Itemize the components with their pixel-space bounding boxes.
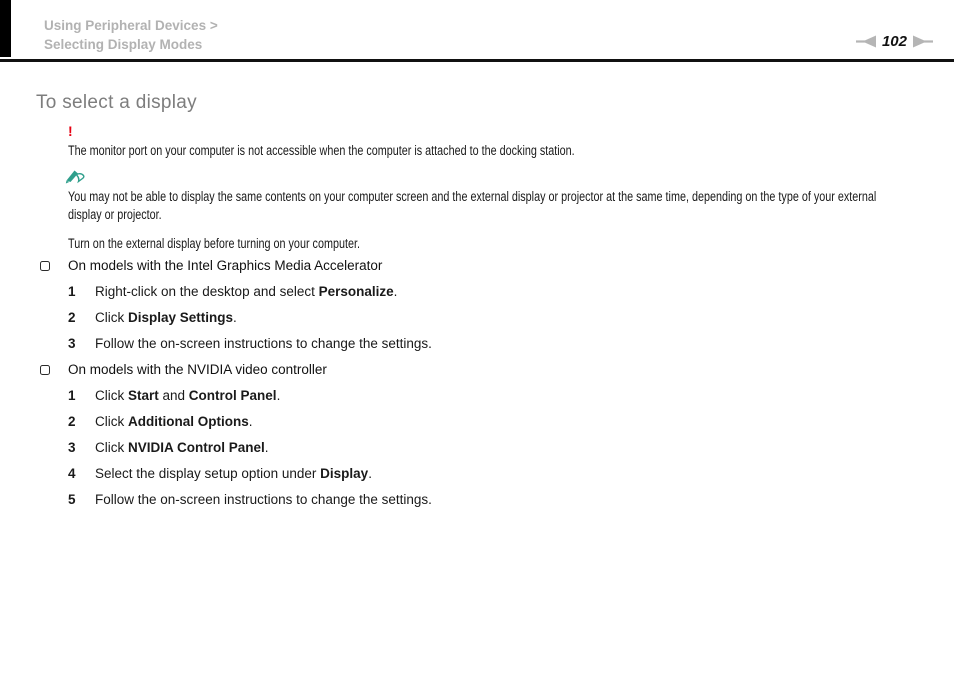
step-number: 2 — [68, 414, 76, 429]
instruction-sections — [36, 258, 926, 518]
step-row — [36, 492, 926, 508]
step-row — [36, 388, 926, 404]
step-text: Right-click on the desktop and select Personalize. — [95, 284, 398, 299]
corner-mark — [0, 0, 11, 57]
warning-icon: ! — [68, 123, 73, 139]
step-number: 5 — [68, 492, 76, 507]
step-text: Click Additional Options. — [95, 414, 253, 429]
step-number: 1 — [68, 388, 76, 403]
step-number: 4 — [68, 466, 76, 481]
step-text: Click Display Settings. — [95, 310, 237, 325]
breadcrumb — [44, 16, 218, 54]
page-navigation — [856, 33, 933, 50]
step-text: Select the display setup option under Display. — [95, 466, 372, 481]
breadcrumb-line1: Using Peripheral Devices > — [44, 18, 218, 33]
step-number: 3 — [68, 336, 76, 351]
warning-text: The monitor port on your computer is not accessible when the computer is attached to the docking station. — [68, 143, 575, 158]
note-text: You may not be able to display the same contents on your computer screen and the external display or projector at the same time, depending on the type of your external display or projector. — [68, 189, 877, 222]
page-number: 102 — [881, 33, 907, 50]
step-number: 1 — [68, 284, 76, 299]
note-text-secondary: Turn on the external display before turning on your computer. — [68, 236, 360, 251]
previous-page-icon[interactable] — [856, 35, 878, 48]
step-number: 2 — [68, 310, 76, 325]
step-row — [36, 310, 926, 326]
breadcrumb-line2: Selecting Display Modes — [44, 37, 203, 52]
list-bullet-icon — [40, 365, 50, 375]
step-row — [36, 414, 926, 430]
section-title: On models with the Intel Graphics Media Accelerator — [68, 258, 383, 273]
step-row — [36, 284, 926, 300]
section-title-row — [36, 258, 926, 274]
step-row — [36, 440, 926, 456]
step-text: Click NVIDIA Control Panel. — [95, 440, 269, 455]
step-row — [36, 466, 926, 482]
pencil-note-icon — [65, 169, 85, 184]
next-page-icon[interactable] — [911, 35, 933, 48]
page-title: To select a display — [36, 92, 197, 113]
step-number: 3 — [68, 440, 76, 455]
step-row — [36, 336, 926, 352]
step-text: Follow the on-screen instructions to change the settings. — [95, 492, 432, 507]
list-bullet-icon — [40, 261, 50, 271]
step-text: Click Start and Control Panel. — [95, 388, 281, 403]
section-title: On models with the NVIDIA video controller — [68, 362, 327, 377]
header-divider — [0, 59, 954, 62]
step-text: Follow the on-screen instructions to change the settings. — [95, 336, 432, 351]
section-title-row — [36, 362, 926, 378]
